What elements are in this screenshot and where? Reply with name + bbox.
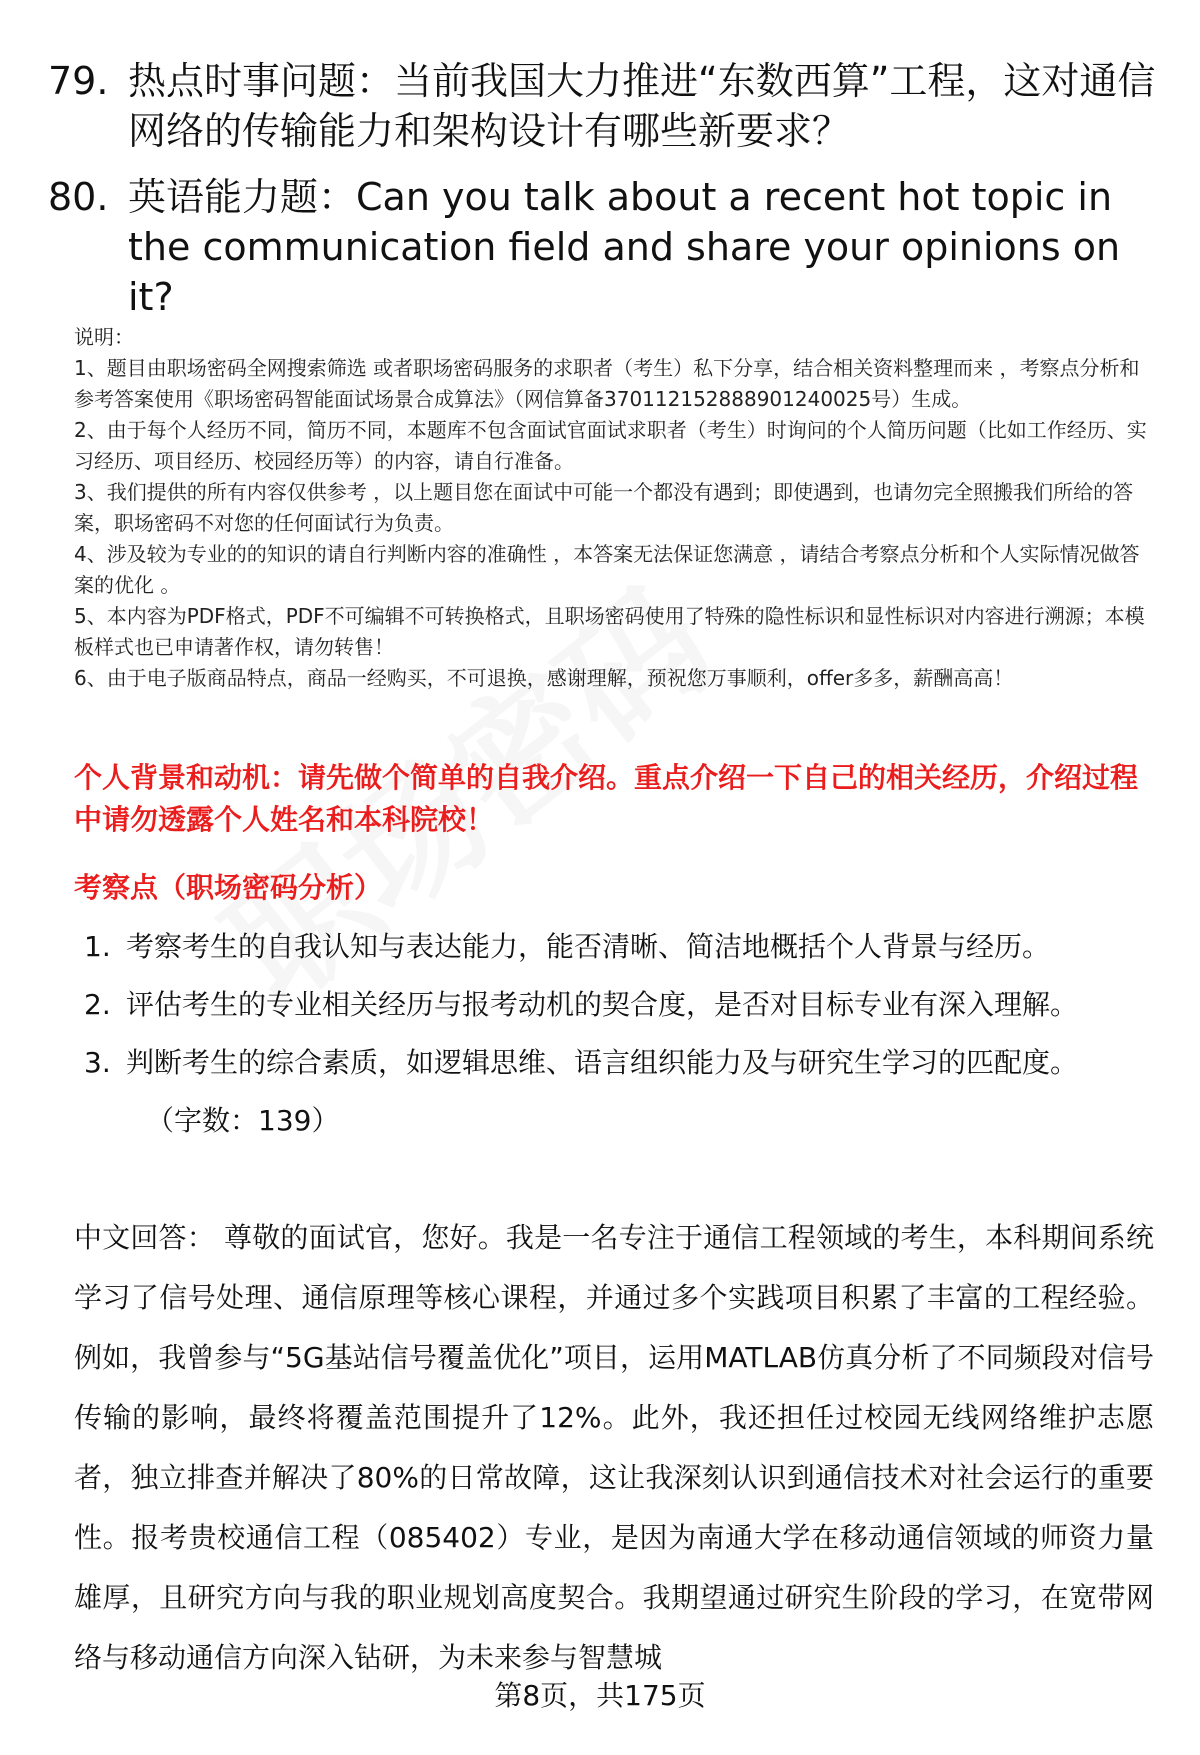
list-item-text: 考察考生的自我认知与表达能力，能否清晰、简洁地概括个人背景与经历。 bbox=[126, 930, 1051, 963]
list-item-text: 判断考生的综合素质，如逻辑思维、语言组织能力及与研究生学习的匹配度。 bbox=[126, 1046, 1079, 1079]
answer-text: 中文回答： 尊敬的面试官，您好。我是一名专注于通信工程领域的考生，本科期间系统学习了信号处理、通信原理等核心课程，并通过多个实践项目积累了丰富的工程经验。例如，我曾参与“5G基站信号覆盖优化”项目，运用MATLAB仿真分析了不同频段对信号传输的影响，最终将覆盖范围提升了12%。此外，我还担任过校园无线网络维护志愿者，独立排查并解决了80%的日常故障，这让我深刻认识到通信技术对社会运行的重要性。报考贵校通信工程（085402）专业，是因为南通大学在移动通信领域的师资力量雄厚，且研究方向与我的职业规划高度契合。我期望通过研究生阶段的学习，在宽带网络与移动通信方向深入钻研，为未来参与智慧城 bbox=[74, 1221, 1154, 1674]
note-item: 5、本内容为PDF格式，PDF不可编辑不可转换格式，且职场密码使用了特殊的隐性标识和显性标识对内容进行溯源；本模板样式也已申请著作权，请勿转售！ bbox=[74, 604, 1145, 659]
list-item-text: 评估考生的专业相关经历与报考动机的契合度，是否对目标专业有深入理解。 bbox=[126, 988, 1079, 1021]
list-item bbox=[74, 976, 1174, 1034]
list-item bbox=[74, 1034, 1174, 1092]
note-item: 4、涉及较为专业的的知识的请自行判断内容的准确性 ，本答案无法保证您满意 ，请结合考察点分析和个人实际情况做答案的优化 。 bbox=[74, 542, 1140, 597]
note-item: 6、由于电子版商品特点，商品一经购买，不可退换，感谢理解，预祝您万事顺利，offer多多，薪酬高高！ bbox=[74, 666, 1014, 690]
question-text: 热点时事问题：当前我国大力推进“东数西算”工程，这对通信网络的传输能力和架构设计有哪些新要求？ bbox=[128, 59, 1156, 153]
notes-title: 说明： bbox=[74, 325, 134, 349]
assessment-points bbox=[74, 918, 1174, 1150]
note-item: 2、由于每个人经历不同，简历不同，本题库不包含面试官面试求职者（考生）时询问的个人简历问题（比如工作经历、实习经历、项目经历、校园经历等）的内容，请自行准备。 bbox=[74, 418, 1147, 473]
question-number: 79. bbox=[48, 59, 109, 103]
list-item-number: 1. bbox=[84, 930, 111, 963]
question-number: 80. bbox=[48, 175, 109, 219]
page-footer: 第8页，共175页 bbox=[494, 1679, 706, 1712]
note-item: 1、题目由职场密码全网搜索筛选 或者职场密码服务的求职者（考生）私下分享，结合相关资料整理而来 ，考察点分析和参考答案使用《职场密码智能面试场景合成算法》（网信算备370112152888901240025号）生成。 bbox=[74, 356, 1140, 411]
question-80 bbox=[48, 172, 1158, 322]
list-item-number: 3. bbox=[84, 1046, 111, 1079]
list-item-number: 2. bbox=[84, 988, 111, 1021]
section-heading: 个人背景和动机：请先做个简单的自我介绍。重点介绍一下自己的相关经历，介绍过程中请勿透露个人姓名和本科院校！ bbox=[74, 761, 1139, 836]
note-item: 3、我们提供的所有内容仅供参考 ，以上题目您在面试中可能一个都没有遇到；即使遇到，也请勿完全照搬我们所给的答案，职场密码不对您的任何面试行为负责。 bbox=[74, 480, 1134, 535]
notes-block bbox=[74, 322, 1159, 694]
word-count: （字数：139） bbox=[146, 1104, 340, 1137]
section-subheading: 考察点（职场密码分析） bbox=[74, 871, 383, 904]
question-text: 英语能力题：Can you talk about a recent hot topic in the communication field and share your opinions on it? bbox=[128, 175, 1121, 319]
question-79 bbox=[48, 56, 1158, 156]
list-item bbox=[74, 918, 1174, 976]
